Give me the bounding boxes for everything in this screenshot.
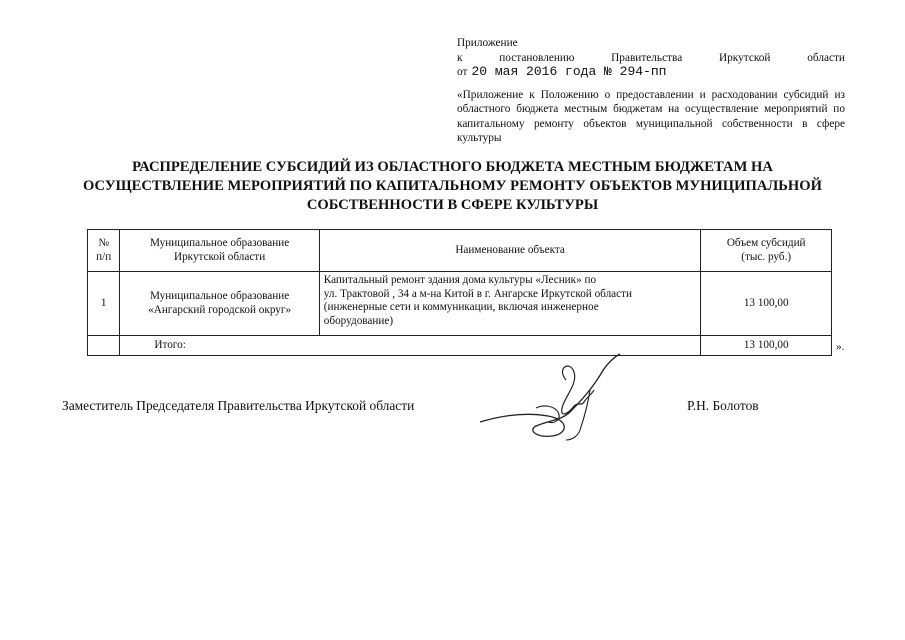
appendix-label: Приложение bbox=[457, 37, 518, 49]
header-num-line1: № bbox=[98, 237, 110, 249]
decree-date-number: 20 мая 2016 года № 294-пп bbox=[471, 64, 667, 79]
header-vol-line2: (тыс. руб.) bbox=[741, 250, 792, 263]
word-from: от bbox=[457, 66, 468, 78]
header-vol-line1: Объем субсидий bbox=[726, 237, 806, 249]
appendix-decree-line bbox=[457, 51, 845, 66]
appendix-text: «Приложение к Положению о предоставлении и расходовании субсидий из областного бюджета местным бюджетам на осуществление мероприятий по капитальному ремонту объектов муниципальной собственности в сфере культуры bbox=[457, 88, 845, 144]
row-obj-line4: оборудование) bbox=[323, 314, 394, 327]
header-num-line2: п/п bbox=[96, 250, 112, 263]
word-region: области bbox=[807, 51, 845, 64]
table-total-row bbox=[88, 336, 832, 356]
header-municipality bbox=[120, 230, 319, 272]
word-k: к bbox=[457, 51, 463, 64]
appendix-block bbox=[457, 36, 845, 146]
row-municipality bbox=[120, 272, 319, 336]
total-volume: 13 100,00 bbox=[701, 336, 832, 356]
row-mun-line1: Муниципальное образование bbox=[149, 290, 290, 302]
appendix-date-line bbox=[457, 65, 845, 80]
subsidy-table bbox=[87, 229, 832, 356]
header-mun-line1: Муниципальное образование bbox=[149, 237, 290, 249]
header-volume bbox=[701, 230, 832, 272]
table-row bbox=[88, 272, 832, 336]
title-line-2: ОСУЩЕСТВЛЕНИЕ МЕРОПРИЯТИЙ ПО КАПИТАЛЬНОМУ РЕМОНТУ ОБЪЕКТОВ МУНИЦИПАЛЬНОЙ bbox=[83, 178, 822, 194]
header-object: Наименование объекта bbox=[319, 230, 701, 272]
row-object bbox=[319, 272, 701, 336]
closing-quote: ». bbox=[836, 341, 845, 353]
word-irkutsk: Иркутской bbox=[718, 51, 771, 64]
title-line-3: СОБСТВЕННОСТИ В СФЕРЕ КУЛЬТУРЫ bbox=[306, 197, 599, 213]
signatory-position: Заместитель Председателя Правительства Иркутской области bbox=[62, 398, 415, 413]
handwritten-signature bbox=[470, 350, 630, 445]
row-mun-line2: «Ангарский городской округ» bbox=[148, 303, 292, 316]
signatory-name: Р.Н. Болотов bbox=[687, 398, 759, 413]
word-decree: постановлению bbox=[499, 51, 575, 64]
row-volume: 13 100,00 bbox=[701, 272, 832, 336]
row-num: 1 bbox=[88, 272, 120, 336]
row-obj-line2: ул. Трактовой , 34 а м-на Китой в г. Ангарске Иркутской области bbox=[323, 287, 632, 300]
row-obj-line3: (инженерные сети и коммуникации, включая инженерное bbox=[323, 301, 599, 313]
title-line-1: РАСПРЕДЕЛЕНИЕ СУБСИДИЙ ИЗ ОБЛАСТНОГО БЮДЖЕТА МЕСТНЫМ БЮДЖЕТАМ НА bbox=[132, 159, 773, 175]
header-mun-line2: Иркутской области bbox=[174, 250, 266, 263]
header-num bbox=[88, 230, 120, 272]
row-obj-line1: Капитальный ремонт здания дома культуры «Лесник» по bbox=[323, 274, 597, 286]
total-empty-cell bbox=[88, 336, 120, 356]
total-label: Итого: bbox=[120, 336, 701, 356]
table-header-row bbox=[88, 230, 832, 272]
word-government: Правительства bbox=[611, 51, 683, 64]
document-title bbox=[40, 158, 865, 215]
